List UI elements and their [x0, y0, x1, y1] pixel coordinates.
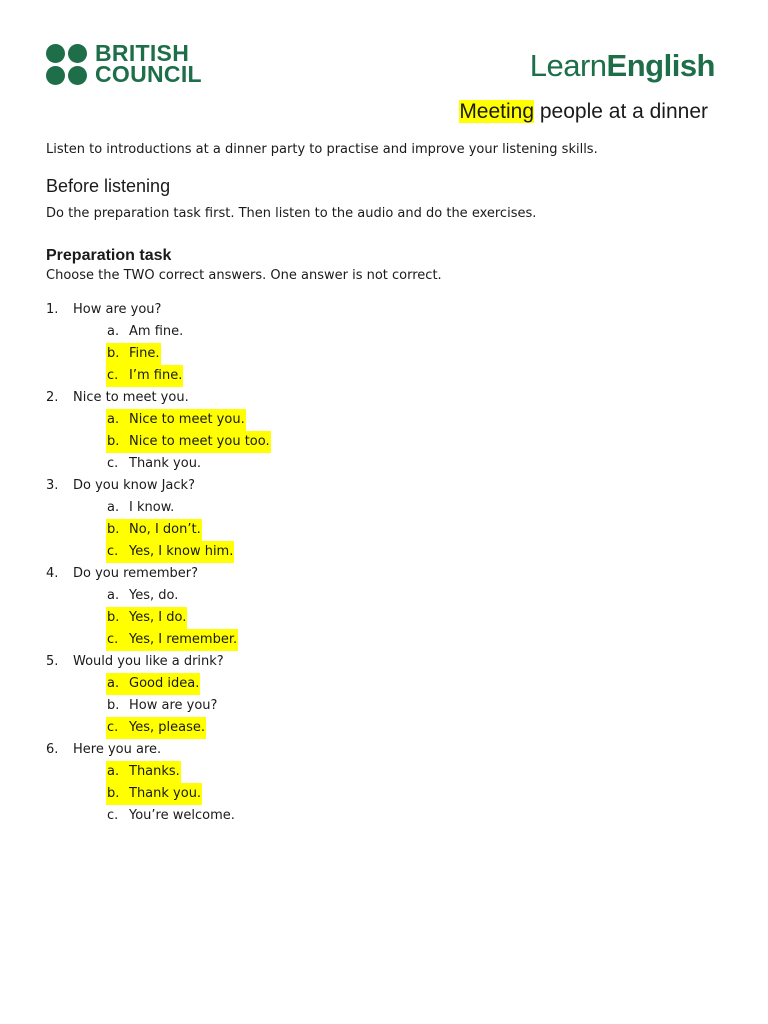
- option-text: Thank you.: [129, 456, 202, 471]
- answer-option-highlighted: [106, 783, 202, 805]
- answer-option-highlighted: [106, 431, 271, 453]
- title-rest: people at a dinner: [534, 100, 708, 123]
- question-number: 6.: [46, 742, 59, 757]
- option-text: Yes, do.: [129, 588, 179, 603]
- preparation-task-instructions: Choose the TWO correct answers. One answer is not correct.: [46, 268, 442, 283]
- option-text: Thanks.: [129, 764, 180, 779]
- question-text: Do you remember?: [73, 566, 198, 581]
- option-text: Yes, I do.: [129, 610, 187, 625]
- option-letter: c.: [107, 632, 119, 647]
- option-letter: a.: [107, 324, 120, 339]
- answer-option: [46, 585, 271, 607]
- council-line-1: BRITISH: [95, 40, 190, 66]
- before-listening-text: Do the preparation task first. Then listen to the audio and do the exercises.: [46, 206, 537, 221]
- answer-option-highlighted: [106, 343, 161, 365]
- answer-option: [46, 519, 271, 541]
- british-council-logo: [46, 40, 202, 87]
- option-letter: b.: [107, 698, 120, 713]
- answer-option: [46, 409, 271, 431]
- learn-suffix: English: [606, 48, 715, 83]
- option-letter: c.: [107, 368, 119, 383]
- preparation-task-heading: Preparation task: [46, 247, 172, 264]
- question-number: 2.: [46, 390, 59, 405]
- option-text: Fine.: [129, 346, 160, 361]
- option-letter: c.: [107, 544, 119, 559]
- question-number: 1.: [46, 302, 59, 317]
- answer-option: [46, 321, 271, 343]
- option-text: I know.: [129, 500, 175, 515]
- option-letter: a.: [107, 500, 120, 515]
- answer-option-highlighted: [106, 607, 187, 629]
- option-text: Yes, please.: [129, 720, 205, 735]
- option-text: I’m fine.: [129, 368, 183, 383]
- before-listening-heading: Before listening: [46, 176, 171, 196]
- option-text: How are you?: [129, 698, 218, 713]
- answer-option: [46, 541, 271, 563]
- question-text: Nice to meet you.: [73, 390, 189, 405]
- question-item: [46, 739, 271, 761]
- question-text: How are you?: [73, 302, 162, 317]
- answer-option: [46, 761, 271, 783]
- answer-option-content: [106, 805, 236, 827]
- answer-option-highlighted: [106, 673, 200, 695]
- answer-option-content: [106, 695, 218, 717]
- option-letter: a.: [107, 676, 120, 691]
- option-letter: b.: [107, 522, 120, 537]
- question-list: [46, 299, 271, 827]
- question-text: Do you know Jack?: [73, 478, 195, 493]
- option-letter: b.: [107, 346, 120, 361]
- learnenglish-logo: [530, 48, 715, 84]
- answer-option: [46, 431, 271, 453]
- intro-text: Listen to introductions at a dinner party to practise and improve your listening skills.: [46, 142, 598, 157]
- answer-option: [46, 695, 271, 717]
- answer-option-content: [106, 585, 179, 607]
- question-item: [46, 563, 271, 585]
- option-text: Yes, I remember.: [129, 632, 238, 647]
- option-letter: b.: [107, 786, 120, 801]
- answer-option-highlighted: [106, 409, 246, 431]
- option-letter: a.: [107, 764, 120, 779]
- option-letter: b.: [107, 610, 120, 625]
- answer-option-highlighted: [106, 761, 181, 783]
- answer-option: [46, 343, 271, 365]
- british-council-dots-icon: [46, 44, 87, 85]
- council-line-2: COUNCIL: [95, 61, 202, 87]
- option-text: Yes, I know him.: [129, 544, 234, 559]
- answer-option: [46, 783, 271, 805]
- answer-option-highlighted: [106, 629, 238, 651]
- question-text: Here you are.: [73, 742, 162, 757]
- page-title: [459, 100, 708, 124]
- answer-option-highlighted: [106, 717, 206, 739]
- option-letter: a.: [107, 412, 120, 427]
- answer-option: [46, 453, 271, 475]
- answer-option: [46, 629, 271, 651]
- option-text: Nice to meet you.: [129, 412, 245, 427]
- answer-option-highlighted: [106, 519, 202, 541]
- option-text: Nice to meet you too.: [129, 434, 270, 449]
- option-text: No, I don’t.: [129, 522, 201, 537]
- question-item: [46, 651, 271, 673]
- option-letter: c.: [107, 720, 119, 735]
- answer-option-content: [106, 497, 175, 519]
- question-item: [46, 387, 271, 409]
- option-letter: c.: [107, 808, 119, 823]
- answer-option: [46, 497, 271, 519]
- option-letter: b.: [107, 434, 120, 449]
- question-number: 3.: [46, 478, 59, 493]
- question-number: 5.: [46, 654, 59, 669]
- option-letter: a.: [107, 588, 120, 603]
- answer-option: [46, 607, 271, 629]
- option-text: Thank you.: [129, 786, 202, 801]
- answer-option: [46, 717, 271, 739]
- option-text: Am fine.: [129, 324, 184, 339]
- answer-option-content: [106, 321, 184, 343]
- answer-option-highlighted: [106, 541, 234, 563]
- learn-prefix: Learn: [529, 48, 607, 83]
- option-text: You’re welcome.: [129, 808, 235, 823]
- answer-option: [46, 805, 271, 827]
- answer-option: [46, 673, 271, 695]
- answer-option-highlighted: [106, 365, 183, 387]
- question-number: 4.: [46, 566, 59, 581]
- british-council-wordmark: [95, 40, 202, 87]
- option-letter: c.: [107, 456, 119, 471]
- answer-option-content: [106, 453, 202, 475]
- question-item: [46, 475, 271, 497]
- question-text: Would you like a drink?: [73, 654, 224, 669]
- answer-option: [46, 365, 271, 387]
- question-item: [46, 299, 271, 321]
- option-text: Good idea.: [129, 676, 200, 691]
- title-highlight: Meeting: [459, 100, 535, 123]
